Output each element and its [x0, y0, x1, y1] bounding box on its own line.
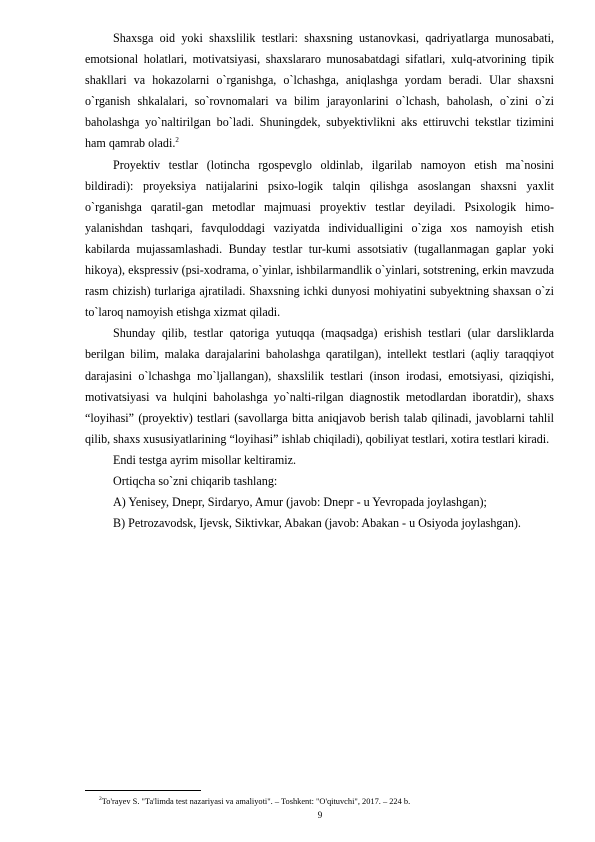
paragraph-text: A) Yenisey, Dnepr, Sirdaryo, Amur (javob: Dnepr - u Yevropada joylashgan); [113, 495, 487, 510]
document-page [85, 28, 554, 534]
footnote-divider [85, 790, 201, 791]
page-number: 9 [317, 810, 323, 820]
paragraph-projective-tests [85, 155, 554, 324]
paragraph-example-b [85, 513, 554, 534]
paragraph-examples-intro [85, 450, 554, 471]
paragraph-personality-tests [85, 28, 554, 155]
footnote-number: 2 [99, 796, 102, 803]
footnote [85, 796, 554, 807]
paragraph-test-summary [85, 323, 554, 450]
paragraph-text: Shaxsga oid yoki shaxslilik testlari: shaxsning ustanovkasi, qadriyatlarga munosabati, emotsional holatlari, motivatsiyasi, shaxslararo munosabatdagi sifatlari, xulq-atvorining tipik shakllari va hokazolarni o`rganishga, o`lchashga, aniqlashga yordam beradi. Ular shaxsni o`rganish shkalalari, so`rovnomalari va bilim jarayonlarini o`lchash, baholash, o`zini o`zi baholashga yo`naltirilgan bo`ladi. Shuningdek, subyektivlikni aks ettiruvchi tekstlar tizimini ham qamrab oladi. [85, 31, 554, 151]
footnote-reference[interactable]: 2 [175, 136, 179, 145]
paragraph-text: Ortiqcha so`zni chiqarib tashlang: [113, 473, 278, 488]
paragraph-text: Proyektiv testlar (lotincha rgospevglo oldinlab, ilgarilab namoyon etish ma`nosini bildiradi): proyeksiya natijalarini psixo-logik talqin qilishga asoslangan shaxsni yaxlit o`rganishga qaratil-gan metodlar majmuasi proyektiv testlar deyiladi. Psixologik himo-yalanishdan tashqari, favquloddagi vaziyatda individualligini o`ziga xos namoyish etish kabilarda mujassamlashadi. Bunday testlar tur-kumi assotsiativ (tugallanmagan gaplar yoki hikoya), ekspressiv (psi-xodrama, o`yinlar, ishbilarmandlik o`yinlari, sotstrening, erkin mavzuda rasm chizish) turlariga ajratiladi. Shaxsning ichki dunyosi mohiyatini subyektning shaxsan o`zi to`laroq namoyish etishga xizmat qiladi. [85, 157, 554, 320]
paragraph-text: Endi testga ayrim misollar keltiramiz. [113, 452, 297, 467]
paragraph-example-a [85, 492, 554, 513]
footnote-text: To'rayev S. "Ta'limda test nazariyasi va amaliyoti". – Toshkent: "O'qituvchi", 2017. – 224 b. [101, 797, 411, 806]
paragraph-text: B) Petrozavodsk, Ijevsk, Siktivkar, Abakan (javob: Abakan - u Osiyoda joylashgan). [113, 516, 521, 531]
paragraph-text: Shunday qilib, testlar qatoriga yutuqqa (maqsadga) erishish testlari (ular darsliklarda berilgan bilim, malaka darajalarini baholashga qaratilgan), intellekt testlari (aqliy taraqqiyot darajasini o`lchashga mo`ljallangan), shaxslilik testlari (inson irodasi, emotsiyasi, qiziqishi, motivatsiyasi va hulqini baholashga yo`nalti-rilgan diagnostik metodlardan iboratdir), shaxs “loyihasi” (proyektiv) testlari (savollarga bitta aniqjavob berish talab qilinadi, javoblarni tahlil qilib, shaxs xususiyatlarining “loyihasi” ishlab chiqiladi), qobiliyat testlari, xotira testlari kiradi. [85, 326, 554, 446]
paragraph-task-instruction [85, 471, 554, 492]
